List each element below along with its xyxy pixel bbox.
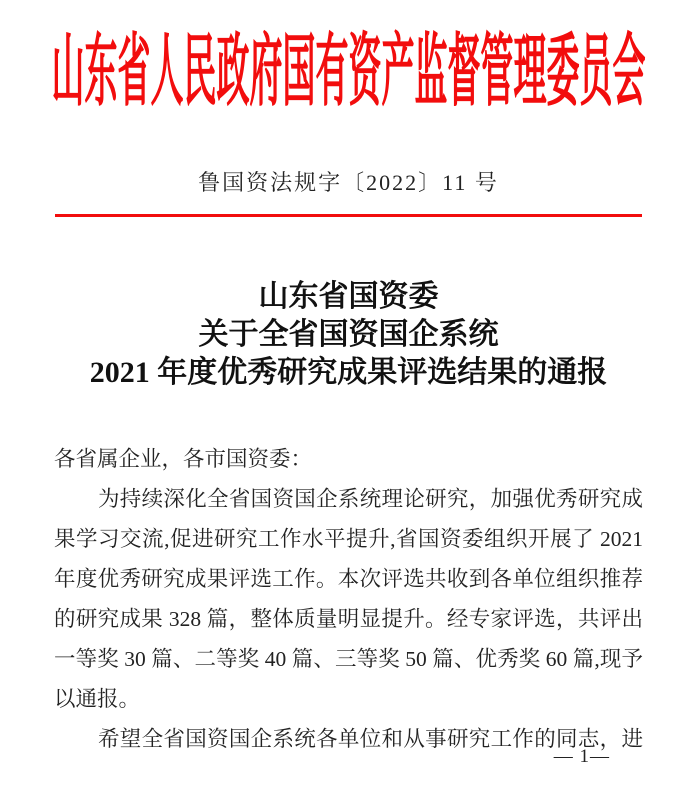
body-line: 果学习交流,促进研究工作水平提升,省国资委组织开展了 2021 [54, 527, 643, 551]
body-line: 希望全省国资国企系统各单位和从事研究工作的同志，进 [98, 727, 643, 751]
document-title [0, 278, 697, 392]
document-title-line-2: 关于全省国资国企系统 [198, 318, 499, 351]
header-separator-line [55, 214, 642, 217]
body-line: 一等奖 30 篇、二等奖 40 篇、三等奖 50 篇、优秀奖 60 篇,现予 [54, 647, 643, 671]
document-body [54, 439, 643, 759]
body-line: 为持续深化全省国资国企系统理论研究，加强优秀研究成 [98, 487, 643, 511]
document-title-line-1: 山东省国资委 [258, 280, 439, 313]
page-number: — 1— [553, 746, 610, 767]
document-reference-number: 鲁国资法规字〔2022〕11 号 [198, 170, 499, 195]
body-line: 年度优秀研究成果评选工作。本次评选共收到各单位组织推荐 [54, 567, 643, 591]
letterhead-org-name: 山东省人民政府国有资产监督管理委员会 [51, 30, 646, 117]
body-salutation: 各省属企业，各市国资委： [54, 447, 313, 471]
body-line: 以通报。 [54, 687, 141, 711]
body-line: 的研究成果 328 篇，整体质量明显提升。经专家评选，共评出 [54, 607, 643, 631]
document-title-line-3: 2021 年度优秀研究成果评选结果的通报 [89, 356, 608, 389]
letterhead [0, 0, 697, 130]
